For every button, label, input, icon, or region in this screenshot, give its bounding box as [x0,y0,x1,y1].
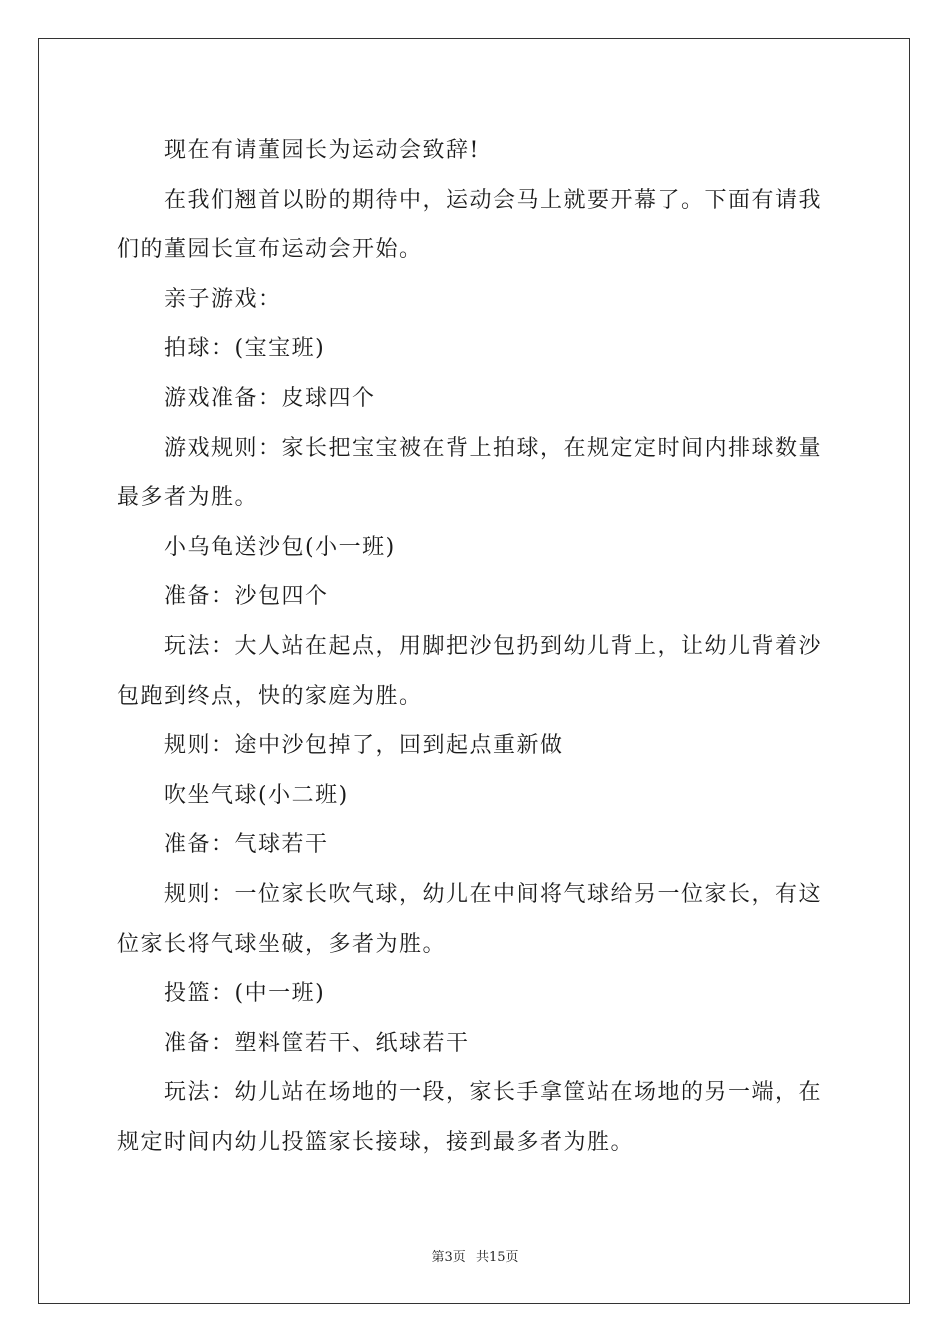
paragraph: 现在有请董园长为运动会致辞! [164,138,480,163]
paragraph: 玩法：幼儿站在场地的一段，家长手拿筐站在场地的另一端，在规定时间内幼儿投篮家长接球，接到最多者为胜。 [117,1080,823,1155]
document-body [117,126,833,1167]
page-footer [0,1246,950,1265]
paragraph: 准备：气球若干 [164,832,329,858]
paragraph: 准备：塑料筐若干、纸球若干 [164,1030,470,1056]
paragraph: 投篮：(中一班) [164,981,326,1007]
total-pages: 共15页 [475,1250,519,1265]
paragraph: 吹坐气球(小二班) [164,782,349,808]
paragraph: 亲子游戏： [164,286,282,312]
page-number: 第3页 [431,1250,466,1265]
paragraph: 规则：途中沙包掉了，回到起点重新做 [164,733,564,759]
paragraph: 游戏准备：皮球四个 [164,385,376,411]
paragraph: 准备：沙包四个 [164,584,329,610]
paragraph: 游戏规则：家长把宝宝被在背上拍球，在规定定时间内排球数量最多者为胜。 [117,435,823,511]
paragraph: 拍球：(宝宝班) [164,336,326,362]
paragraph: 规则：一位家长吹气球，幼儿在中间将气球给另一位家长，有这位家长将气球坐破，多者为胜。 [117,881,823,957]
paragraph: 玩法：大人站在起点，用脚把沙包扔到幼儿背上，让幼儿背着沙包跑到终点，快的家庭为胜。 [117,633,823,709]
paragraph: 小乌龟送沙包(小一班) [164,534,396,560]
paragraph: 在我们翘首以盼的期待中，运动会马上就要开幕了。下面有请我们的董园长宣布运动会开始。 [117,187,823,263]
